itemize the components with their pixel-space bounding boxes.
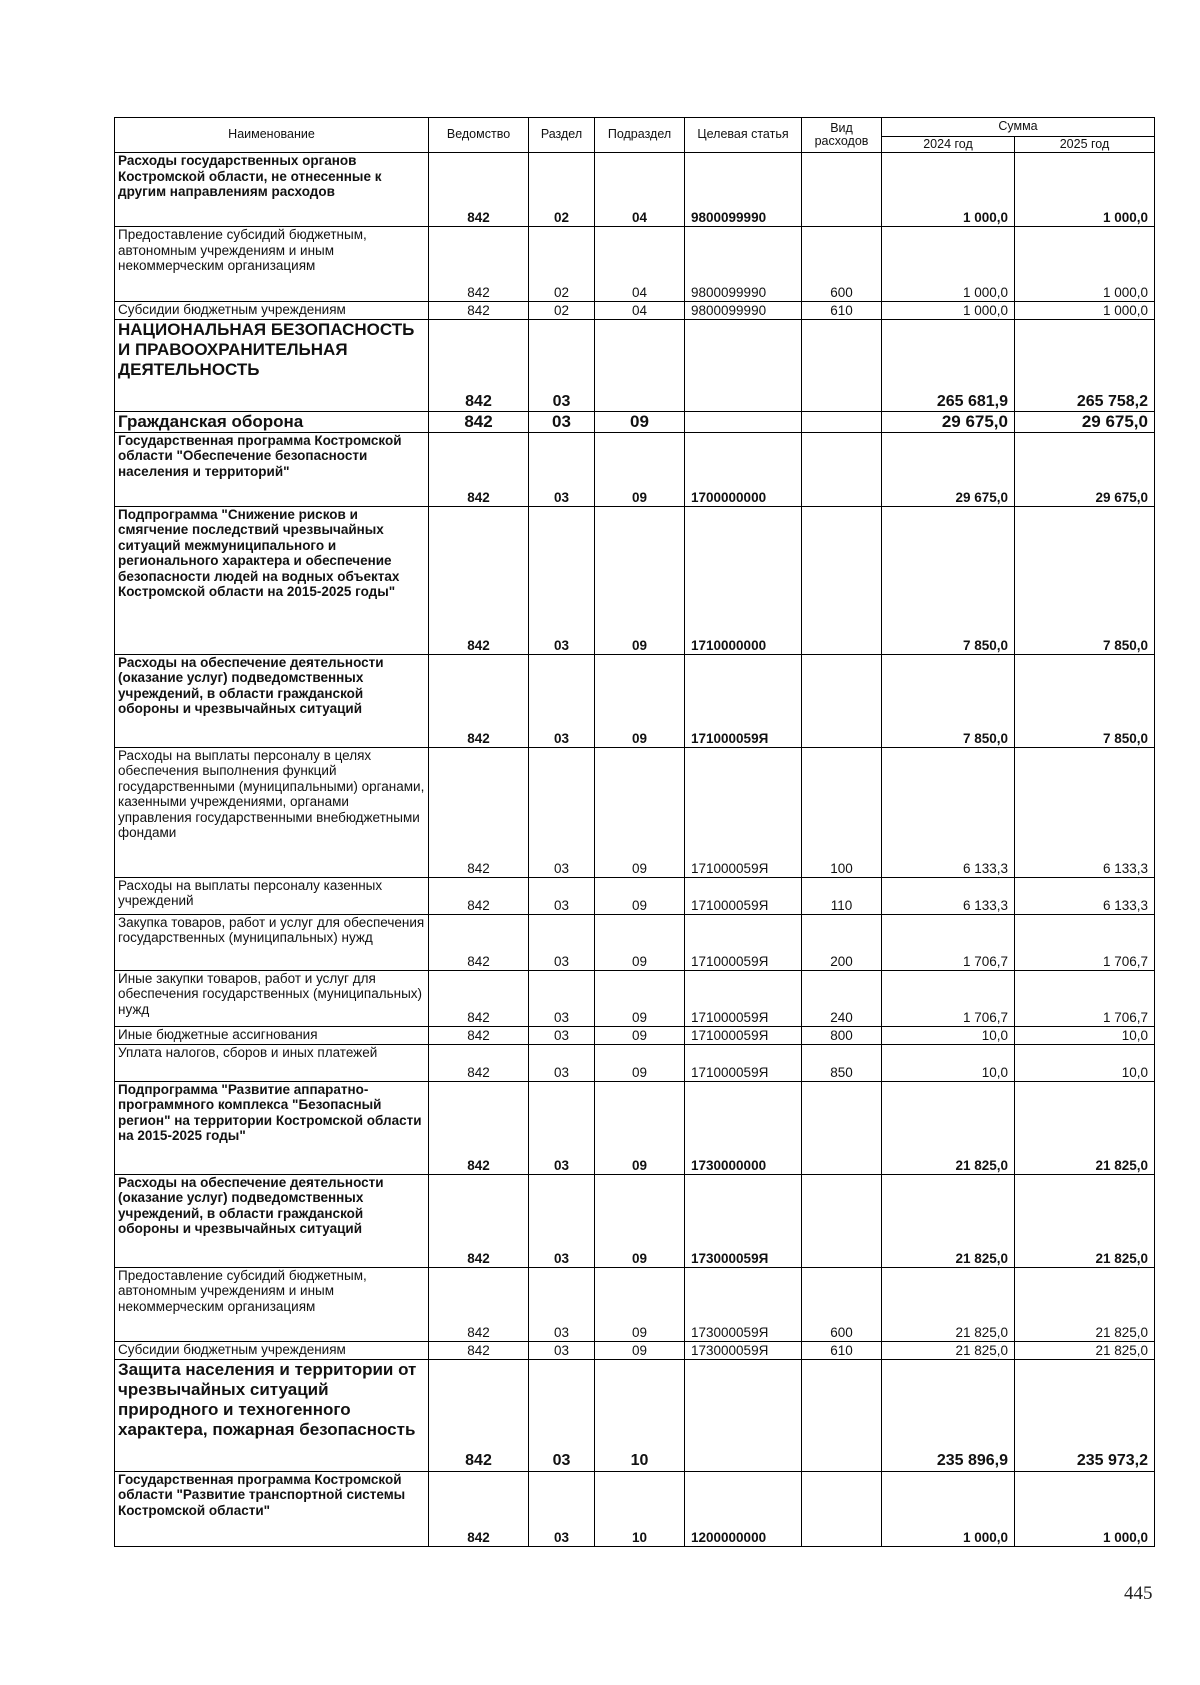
cell-vedomstvo: 842 [429, 970, 529, 1026]
cell-celevaya-statya: 1710000000 [685, 506, 802, 654]
cell-celevaya-statya: 173000059Я [685, 1341, 802, 1359]
table-row [115, 412, 1155, 433]
cell-name: Субсидии бюджетным учреждениям [115, 302, 429, 320]
cell-razdel: 03 [529, 1341, 595, 1359]
table-row [115, 654, 1155, 747]
cell-celevaya-statya: 171000059Я [685, 654, 802, 747]
header-celevaya-statya: Целевая статья [685, 118, 802, 153]
cell-sum-2025: 1 706,7 [1015, 970, 1155, 1026]
cell-vedomstvo: 842 [429, 877, 529, 914]
cell-sum-2025: 10,0 [1015, 1044, 1155, 1081]
cell-vedomstvo: 842 [429, 1341, 529, 1359]
cell-razdel: 03 [529, 654, 595, 747]
cell-vid-rashodov [802, 506, 882, 654]
cell-razdel: 03 [529, 412, 595, 433]
cell-name: Гражданская оборона [115, 412, 429, 433]
table-row [115, 1341, 1155, 1359]
cell-razdel: 03 [529, 1044, 595, 1081]
cell-celevaya-statya: 9800099990 [685, 153, 802, 227]
cell-podrazdel: 04 [595, 227, 685, 302]
cell-celevaya-statya: 171000059Я [685, 914, 802, 970]
cell-celevaya-statya: 9800099990 [685, 302, 802, 320]
cell-sum-2025: 7 850,0 [1015, 654, 1155, 747]
cell-vedomstvo: 842 [429, 914, 529, 970]
cell-podrazdel: 04 [595, 153, 685, 227]
cell-name: Закупка товаров, работ и услуг для обеспечения государственных (муниципальных) нужд [115, 914, 429, 970]
cell-vid-rashodov: 100 [802, 747, 882, 877]
cell-vedomstvo: 842 [429, 747, 529, 877]
header-name: Наименование [115, 118, 429, 153]
cell-sum-2024: 29 675,0 [882, 432, 1015, 506]
cell-name: Расходы на обеспечение деятельности (оказание услуг) подведомственных учреждений, в области гражданской обороны и чрезвычайных ситуаций [115, 654, 429, 747]
cell-sum-2024: 21 825,0 [882, 1081, 1015, 1174]
cell-vid-rashodov: 600 [802, 227, 882, 302]
cell-sum-2024: 10,0 [882, 1044, 1015, 1081]
cell-name: Предоставление субсидий бюджетным, автономным учреждениям и иным некоммерческим организациям [115, 227, 429, 302]
cell-celevaya-statya: 1200000000 [685, 1471, 802, 1546]
table-row [115, 877, 1155, 914]
cell-name: Расходы на обеспечение деятельности (оказание услуг) подведомственных учреждений, в области гражданской обороны и чрезвычайных ситуаций [115, 1174, 429, 1267]
cell-celevaya-statya: 171000059Я [685, 1044, 802, 1081]
cell-name: Подпрограмма "Развитие аппаратно-программного комплекса "Безопасный регион" на территории Костромской области на 2015-2025 годы" [115, 1081, 429, 1174]
cell-sum-2024: 1 000,0 [882, 153, 1015, 227]
cell-celevaya-statya: 1700000000 [685, 432, 802, 506]
header-razdel: Раздел [529, 118, 595, 153]
cell-vedomstvo: 842 [429, 1044, 529, 1081]
cell-name: Иные бюджетные ассигнования [115, 1026, 429, 1044]
cell-name: Иные закупки товаров, работ и услуг для обеспечения государственных (муниципальных) нужд [115, 970, 429, 1026]
header-summa: Сумма [882, 118, 1155, 137]
cell-vedomstvo: 842 [429, 1174, 529, 1267]
cell-podrazdel: 09 [595, 1267, 685, 1341]
cell-razdel: 03 [529, 1174, 595, 1267]
cell-vid-rashodov [802, 1359, 882, 1471]
cell-sum-2024: 29 675,0 [882, 412, 1015, 433]
cell-name: НАЦИОНАЛЬНАЯ БЕЗОПАСНОСТЬ И ПРАВООХРАНИТЕЛЬНАЯ ДЕЯТЕЛЬНОСТЬ [115, 320, 429, 412]
cell-podrazdel: 10 [595, 1471, 685, 1546]
cell-sum-2025: 6 133,3 [1015, 747, 1155, 877]
table-row [115, 302, 1155, 320]
header-vid-rashodov: Вид расходов [802, 118, 882, 153]
table-row [115, 227, 1155, 302]
cell-vid-rashodov [802, 1081, 882, 1174]
cell-sum-2025: 21 825,0 [1015, 1267, 1155, 1341]
cell-vedomstvo: 842 [429, 1026, 529, 1044]
table-row [115, 747, 1155, 877]
cell-vid-rashodov [802, 432, 882, 506]
table-header [115, 118, 1155, 153]
cell-name: Расходы государственных органов Костромской области, не отнесенные к другим направлениям расходов [115, 153, 429, 227]
cell-sum-2024: 1 000,0 [882, 302, 1015, 320]
cell-razdel: 02 [529, 153, 595, 227]
cell-vedomstvo: 842 [429, 1081, 529, 1174]
cell-sum-2025: 29 675,0 [1015, 412, 1155, 433]
cell-celevaya-statya [685, 412, 802, 433]
cell-celevaya-statya: 171000059Я [685, 747, 802, 877]
cell-razdel: 03 [529, 320, 595, 412]
cell-name: Государственная программа Костромской области "Обеспечение безопасности населения и территорий" [115, 432, 429, 506]
cell-name: Расходы на выплаты персоналу в целях обеспечения выполнения функций государственными (муниципальными) органами, казенными учреждениями, органами управления государственными внебюджетными фондами [115, 747, 429, 877]
table-row [115, 320, 1155, 412]
cell-vid-rashodov: 240 [802, 970, 882, 1026]
cell-sum-2024: 7 850,0 [882, 654, 1015, 747]
header-2025: 2025 год [1015, 137, 1155, 153]
cell-vedomstvo: 842 [429, 227, 529, 302]
cell-vid-rashodov [802, 320, 882, 412]
cell-sum-2024: 265 681,9 [882, 320, 1015, 412]
cell-sum-2024: 6 133,3 [882, 747, 1015, 877]
cell-sum-2024: 21 825,0 [882, 1267, 1015, 1341]
cell-podrazdel: 04 [595, 302, 685, 320]
cell-sum-2025: 1 000,0 [1015, 1471, 1155, 1546]
cell-sum-2024: 21 825,0 [882, 1341, 1015, 1359]
cell-sum-2024: 235 896,9 [882, 1359, 1015, 1471]
cell-sum-2024: 1 000,0 [882, 1471, 1015, 1546]
cell-sum-2025: 7 850,0 [1015, 506, 1155, 654]
cell-name: Предоставление субсидий бюджетным, автономным учреждениям и иным некоммерческим организациям [115, 1267, 429, 1341]
cell-vid-rashodov: 110 [802, 877, 882, 914]
cell-razdel: 03 [529, 432, 595, 506]
cell-vid-rashodov [802, 153, 882, 227]
cell-vid-rashodov: 600 [802, 1267, 882, 1341]
cell-vedomstvo: 842 [429, 654, 529, 747]
cell-celevaya-statya: 173000059Я [685, 1267, 802, 1341]
budget-table [114, 117, 1155, 1547]
table-row [115, 1267, 1155, 1341]
cell-razdel: 03 [529, 1081, 595, 1174]
cell-podrazdel [595, 320, 685, 412]
table-body [115, 153, 1155, 1547]
cell-sum-2025: 1 000,0 [1015, 302, 1155, 320]
cell-sum-2025: 21 825,0 [1015, 1174, 1155, 1267]
cell-sum-2025: 21 825,0 [1015, 1081, 1155, 1174]
table-row [115, 914, 1155, 970]
cell-sum-2025: 1 706,7 [1015, 914, 1155, 970]
table-row [115, 1471, 1155, 1546]
table-row [115, 1026, 1155, 1044]
cell-vedomstvo: 842 [429, 153, 529, 227]
cell-razdel: 03 [529, 747, 595, 877]
cell-vid-rashodov [802, 412, 882, 433]
cell-sum-2025: 29 675,0 [1015, 432, 1155, 506]
cell-sum-2024: 21 825,0 [882, 1174, 1015, 1267]
cell-podrazdel: 09 [595, 1174, 685, 1267]
cell-name: Расходы на выплаты персоналу казенных учреждений [115, 877, 429, 914]
cell-sum-2025: 6 133,3 [1015, 877, 1155, 914]
table-row [115, 1174, 1155, 1267]
table-row [115, 506, 1155, 654]
cell-podrazdel: 09 [595, 1044, 685, 1081]
cell-vid-rashodov: 610 [802, 302, 882, 320]
cell-celevaya-statya: 9800099990 [685, 227, 802, 302]
table-row [115, 153, 1155, 227]
cell-sum-2025: 1 000,0 [1015, 227, 1155, 302]
cell-podrazdel: 09 [595, 432, 685, 506]
table-row [115, 970, 1155, 1026]
cell-razdel: 03 [529, 506, 595, 654]
cell-name: Государственная программа Костромской области "Развитие транспортной системы Костромской области" [115, 1471, 429, 1546]
cell-vedomstvo: 842 [429, 302, 529, 320]
cell-podrazdel: 10 [595, 1359, 685, 1471]
cell-sum-2025: 265 758,2 [1015, 320, 1155, 412]
header-vedomstvo: Ведомство [429, 118, 529, 153]
cell-sum-2025: 21 825,0 [1015, 1341, 1155, 1359]
cell-razdel: 03 [529, 1471, 595, 1546]
cell-vid-rashodov: 200 [802, 914, 882, 970]
cell-vedomstvo: 842 [429, 432, 529, 506]
cell-sum-2024: 1 706,7 [882, 970, 1015, 1026]
cell-sum-2025: 235 973,2 [1015, 1359, 1155, 1471]
cell-name: Защита населения и территории от чрезвычайных ситуаций природного и техногенного характера, пожарная безопасность [115, 1359, 429, 1471]
cell-name: Подпрограмма "Снижение рисков и смягчение последствий чрезвычайных ситуаций межмуниципального и регионального характера и обеспечение безопасности людей на водных объектах Костромской области на 2015-2025 годы" [115, 506, 429, 654]
cell-name: Уплата налогов, сборов и иных платежей [115, 1044, 429, 1081]
cell-vid-rashodov: 850 [802, 1044, 882, 1081]
cell-podrazdel: 09 [595, 970, 685, 1026]
table-row [115, 1081, 1155, 1174]
cell-razdel: 03 [529, 1359, 595, 1471]
cell-razdel: 03 [529, 1267, 595, 1341]
cell-podrazdel: 09 [595, 747, 685, 877]
cell-celevaya-statya [685, 1359, 802, 1471]
cell-vedomstvo: 842 [429, 1359, 529, 1471]
cell-vedomstvo: 842 [429, 1471, 529, 1546]
cell-vedomstvo: 842 [429, 1267, 529, 1341]
cell-sum-2024: 6 133,3 [882, 877, 1015, 914]
header-2024: 2024 год [882, 137, 1015, 153]
cell-vedomstvo: 842 [429, 412, 529, 433]
header-podrazdel: Подраздел [595, 118, 685, 153]
cell-celevaya-statya [685, 320, 802, 412]
page-number: 445 [1124, 1583, 1153, 1604]
cell-celevaya-statya: 171000059Я [685, 1026, 802, 1044]
cell-celevaya-statya: 171000059Я [685, 877, 802, 914]
cell-celevaya-statya: 1730000000 [685, 1081, 802, 1174]
cell-razdel: 02 [529, 227, 595, 302]
cell-sum-2024: 1 706,7 [882, 914, 1015, 970]
cell-sum-2024: 1 000,0 [882, 227, 1015, 302]
cell-celevaya-statya: 173000059Я [685, 1174, 802, 1267]
cell-vedomstvo: 842 [429, 320, 529, 412]
cell-razdel: 03 [529, 1026, 595, 1044]
cell-podrazdel: 09 [595, 1081, 685, 1174]
cell-name: Субсидии бюджетным учреждениям [115, 1341, 429, 1359]
cell-podrazdel: 09 [595, 914, 685, 970]
table-row [115, 1044, 1155, 1081]
cell-sum-2025: 1 000,0 [1015, 153, 1155, 227]
table-row [115, 1359, 1155, 1471]
cell-celevaya-statya: 171000059Я [685, 970, 802, 1026]
cell-podrazdel: 09 [595, 1026, 685, 1044]
cell-sum-2025: 10,0 [1015, 1026, 1155, 1044]
cell-vid-rashodov: 800 [802, 1026, 882, 1044]
cell-podrazdel: 09 [595, 1341, 685, 1359]
cell-razdel: 03 [529, 877, 595, 914]
cell-podrazdel: 09 [595, 412, 685, 433]
cell-sum-2024: 10,0 [882, 1026, 1015, 1044]
cell-vid-rashodov: 610 [802, 1341, 882, 1359]
cell-vedomstvo: 842 [429, 506, 529, 654]
cell-razdel: 03 [529, 970, 595, 1026]
table-row [115, 432, 1155, 506]
cell-vid-rashodov [802, 1174, 882, 1267]
cell-vid-rashodov [802, 1471, 882, 1546]
cell-razdel: 03 [529, 914, 595, 970]
cell-podrazdel: 09 [595, 654, 685, 747]
cell-sum-2024: 7 850,0 [882, 506, 1015, 654]
cell-podrazdel: 09 [595, 877, 685, 914]
cell-vid-rashodov [802, 654, 882, 747]
cell-razdel: 02 [529, 302, 595, 320]
cell-podrazdel: 09 [595, 506, 685, 654]
